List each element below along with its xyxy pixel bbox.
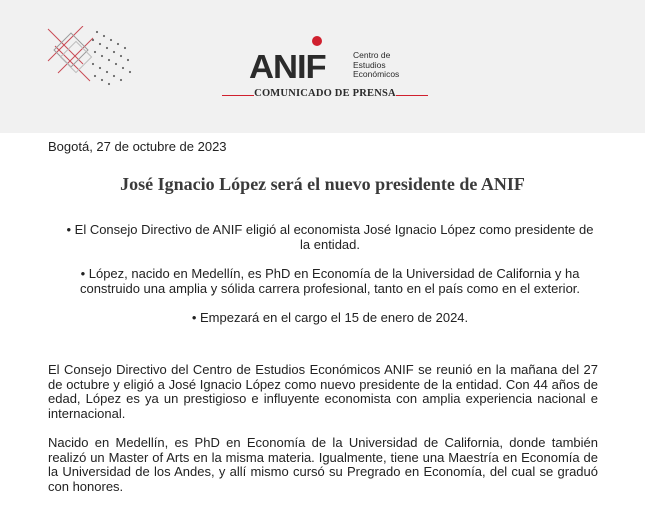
highlights-list (60, 222, 600, 339)
list-item: • Empezará en el cargo el 15 de enero de 2024. (191, 310, 469, 325)
logo-subtitle-line: Económicos (353, 69, 400, 79)
logo-subtitle-line: Estudios (353, 59, 386, 70)
logo-dot-icon (312, 36, 322, 46)
divider (396, 95, 428, 96)
logo-subtitle-line: Centro de (353, 50, 391, 60)
list-item: • El Consejo Directivo de ANIF eligió al economista José Ignacio López como presidente de la entidad. (66, 222, 594, 252)
decorative-pattern-icon (45, 26, 140, 91)
release-date: Bogotá, 27 de octubre de 2023 (48, 139, 227, 154)
paragraph: El Consejo Directivo del Centro de Estudios Económicos ANIF se reunió en la mañana del 27 de octubre y eligió a José Ignacio López como nuevo presidente de la entidad. Con 44 años de edad, López es ya un prestigioso e influyente economista con amplia experiencia nacional e internacional. (48, 362, 598, 422)
press-release-label (222, 88, 428, 102)
logo-wordmark: ANIF (249, 48, 326, 85)
article-body (48, 363, 598, 509)
logo-subtitle (353, 51, 399, 80)
list-item: • López, nacido en Medellín, es PhD en Economía de la Universidad de California y ha construido una amplia y sólida carrera profesional, tanto en el país como en el exterior. (79, 266, 581, 296)
paragraph: Nacido en Medellín, es PhD en Economía de la Universidad de California, donde también realizó un Master of Arts en la misma materia. Igualmente, tiene una Maestría en Economía de la Universidad de los Andes, y allí mismo cursó su Pregrado en Economía, del cual se graduó con honores. (48, 434, 598, 494)
page-title: José Ignacio López será el nuevo presidente de ANIF (120, 174, 525, 194)
press-header (0, 0, 645, 133)
press-release-text: COMUNICADO DE PRENSA (254, 88, 396, 99)
